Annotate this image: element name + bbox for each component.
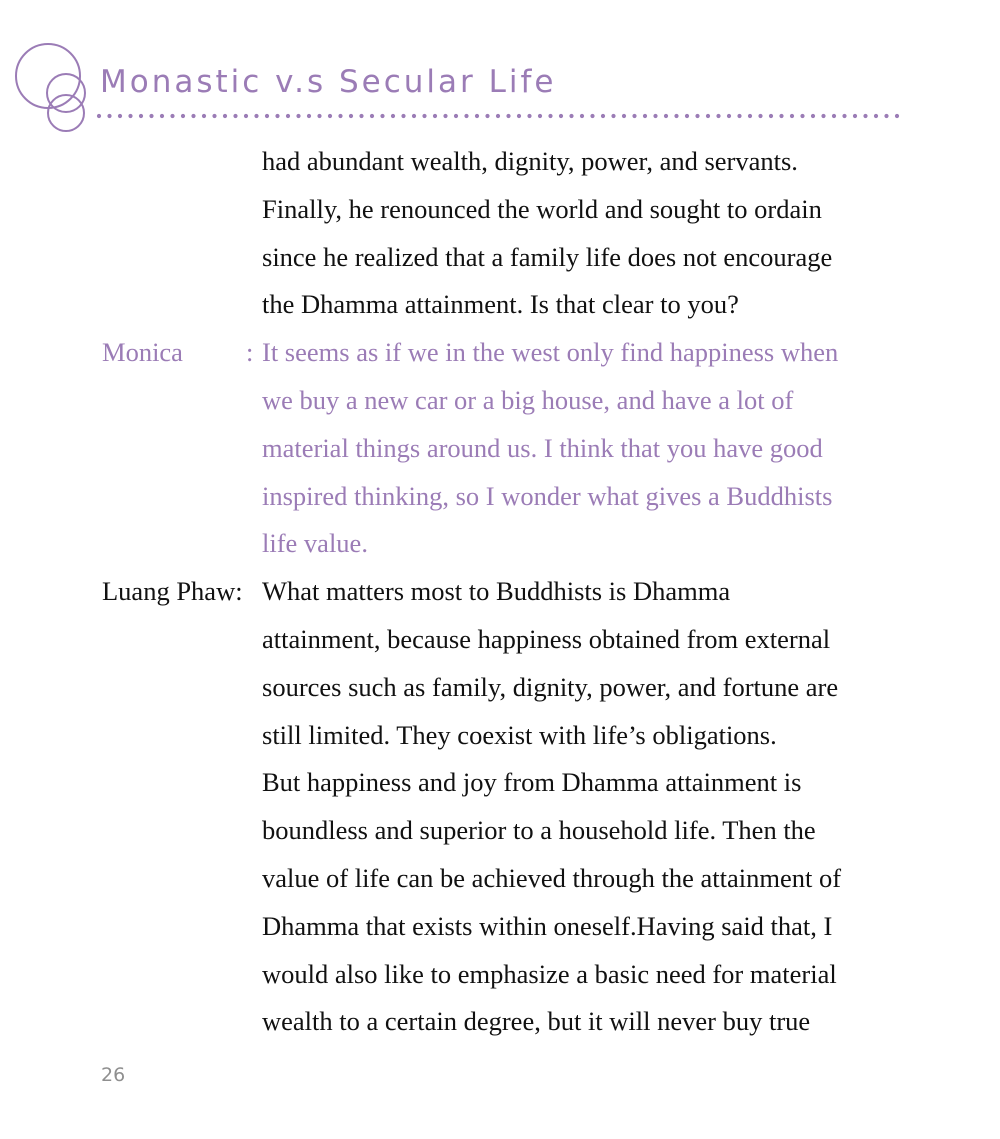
divider-dot <box>464 114 468 118</box>
page-number: 26 <box>101 1064 126 1086</box>
divider-dot <box>496 114 500 118</box>
divider-dot <box>338 114 342 118</box>
divider-dot <box>674 114 678 118</box>
divider-dot <box>422 114 426 118</box>
speech-line: the Dhamma attainment. Is that clear to you? <box>262 289 739 320</box>
divider-dot <box>359 114 363 118</box>
divider-dot <box>433 114 437 118</box>
divider-dot <box>286 114 290 118</box>
divider-dot <box>97 114 101 118</box>
speaker-name: Monica <box>102 337 183 368</box>
speech-line: It seems as if we in the west only find happiness when <box>262 337 839 368</box>
divider-dot <box>832 114 836 118</box>
divider-dot <box>475 114 479 118</box>
speech-line: boundless and superior to a household life. Then the <box>262 815 816 846</box>
divider-dot <box>842 114 846 118</box>
divider-dot <box>349 114 353 118</box>
divider-dot <box>769 114 773 118</box>
overlapping-circles-icon <box>10 38 110 138</box>
dialogue-turn-monica <box>0 329 1000 568</box>
divider-dot <box>370 114 374 118</box>
divider-dot <box>569 114 573 118</box>
divider-dot <box>611 114 615 118</box>
divider-dot <box>160 114 164 118</box>
divider-dot <box>653 114 657 118</box>
speaker-colon: : <box>246 337 254 368</box>
speech <box>262 138 902 329</box>
speech-line: life value. <box>262 528 368 559</box>
speech-line: Finally, he renounced the world and sought to ordain <box>262 193 822 224</box>
divider-dot <box>853 114 857 118</box>
divider-dot <box>233 114 237 118</box>
speech-line: attainment, because happiness obtained from external <box>262 623 831 654</box>
divider-dot <box>727 114 731 118</box>
divider-dot <box>191 114 195 118</box>
divider-dot <box>706 114 710 118</box>
speaker-name: Luang Phaw: <box>102 576 243 607</box>
divider-dot <box>548 114 552 118</box>
divider-dot <box>443 114 447 118</box>
divider-dot <box>265 114 269 118</box>
speech-line: would also like to emphasize a basic need for material <box>262 958 837 989</box>
divider-dot <box>485 114 489 118</box>
divider-dot <box>328 114 332 118</box>
speech-line: since he realized that a family life does not encourage <box>262 241 833 272</box>
speech-line: still limited. They coexist with life’s obligations. <box>262 719 777 750</box>
divider-dot <box>412 114 416 118</box>
dialogue <box>0 138 1000 1046</box>
dialogue-turn-continuation <box>0 138 1000 329</box>
speech-line: we buy a new car or a big house, and have a lot of <box>262 384 794 415</box>
divider-dot <box>821 114 825 118</box>
speech-line: Dhamma that exists within oneself.Having said that, I <box>262 910 833 941</box>
divider-dot <box>590 114 594 118</box>
divider-dot <box>454 114 458 118</box>
speech-line: But happiness and joy from Dhamma attainment is <box>262 767 802 798</box>
dialogue-turn-luang-phaw <box>0 568 1000 1046</box>
divider-dot <box>223 114 227 118</box>
divider-dot <box>170 114 174 118</box>
divider-dot <box>895 114 899 118</box>
divider-dot <box>884 114 888 118</box>
divider-dot <box>149 114 153 118</box>
divider-dot <box>622 114 626 118</box>
divider-dot <box>506 114 510 118</box>
divider-dot <box>244 114 248 118</box>
divider-dot <box>317 114 321 118</box>
speech-line: What matters most to Buddhists is Dhamma <box>262 576 731 607</box>
speech-line: had abundant wealth, dignity, power, and servants. <box>262 146 798 176</box>
divider-dot <box>874 114 878 118</box>
divider-dot <box>758 114 762 118</box>
divider-dot <box>307 114 311 118</box>
divider-dot <box>538 114 542 118</box>
divider-dot <box>128 114 132 118</box>
divider-dot <box>811 114 815 118</box>
divider-dot <box>380 114 384 118</box>
divider-dot <box>401 114 405 118</box>
speech <box>262 329 902 568</box>
divider-dot <box>107 114 111 118</box>
speech-line: wealth to a certain degree, but it will never buy true <box>262 1006 811 1037</box>
divider-dot <box>118 114 122 118</box>
divider-dot <box>643 114 647 118</box>
divider-dot <box>863 114 867 118</box>
speech-line: value of life can be achieved through the attainment of <box>262 862 842 893</box>
divider-dot <box>664 114 668 118</box>
divider-dot <box>601 114 605 118</box>
divider-dot <box>779 114 783 118</box>
speech-line: inspired thinking, so I wonder what gives a Buddhists <box>262 480 833 511</box>
divider-dot <box>527 114 531 118</box>
divider-dot <box>212 114 216 118</box>
dotted-divider <box>95 110 905 122</box>
divider-dot <box>737 114 741 118</box>
divider-dot <box>632 114 636 118</box>
divider-dot <box>202 114 206 118</box>
divider-dot <box>716 114 720 118</box>
divider-dot <box>748 114 752 118</box>
divider-dot <box>517 114 521 118</box>
speech-line: sources such as family, dignity, power, and fortune are <box>262 671 839 702</box>
divider-dot <box>559 114 563 118</box>
divider-dot <box>139 114 143 118</box>
speech-line: material things around us. I think that you have good <box>262 432 823 463</box>
divider-dot <box>695 114 699 118</box>
divider-dot <box>790 114 794 118</box>
speech <box>262 568 902 1046</box>
divider-dot <box>181 114 185 118</box>
divider-dot <box>296 114 300 118</box>
divider-dot <box>275 114 279 118</box>
divider-dot <box>391 114 395 118</box>
page-title: Monastic v.s Secular Life <box>100 64 557 100</box>
divider-dot <box>580 114 584 118</box>
divider-dot <box>685 114 689 118</box>
divider-dot <box>254 114 258 118</box>
divider-dot <box>800 114 804 118</box>
